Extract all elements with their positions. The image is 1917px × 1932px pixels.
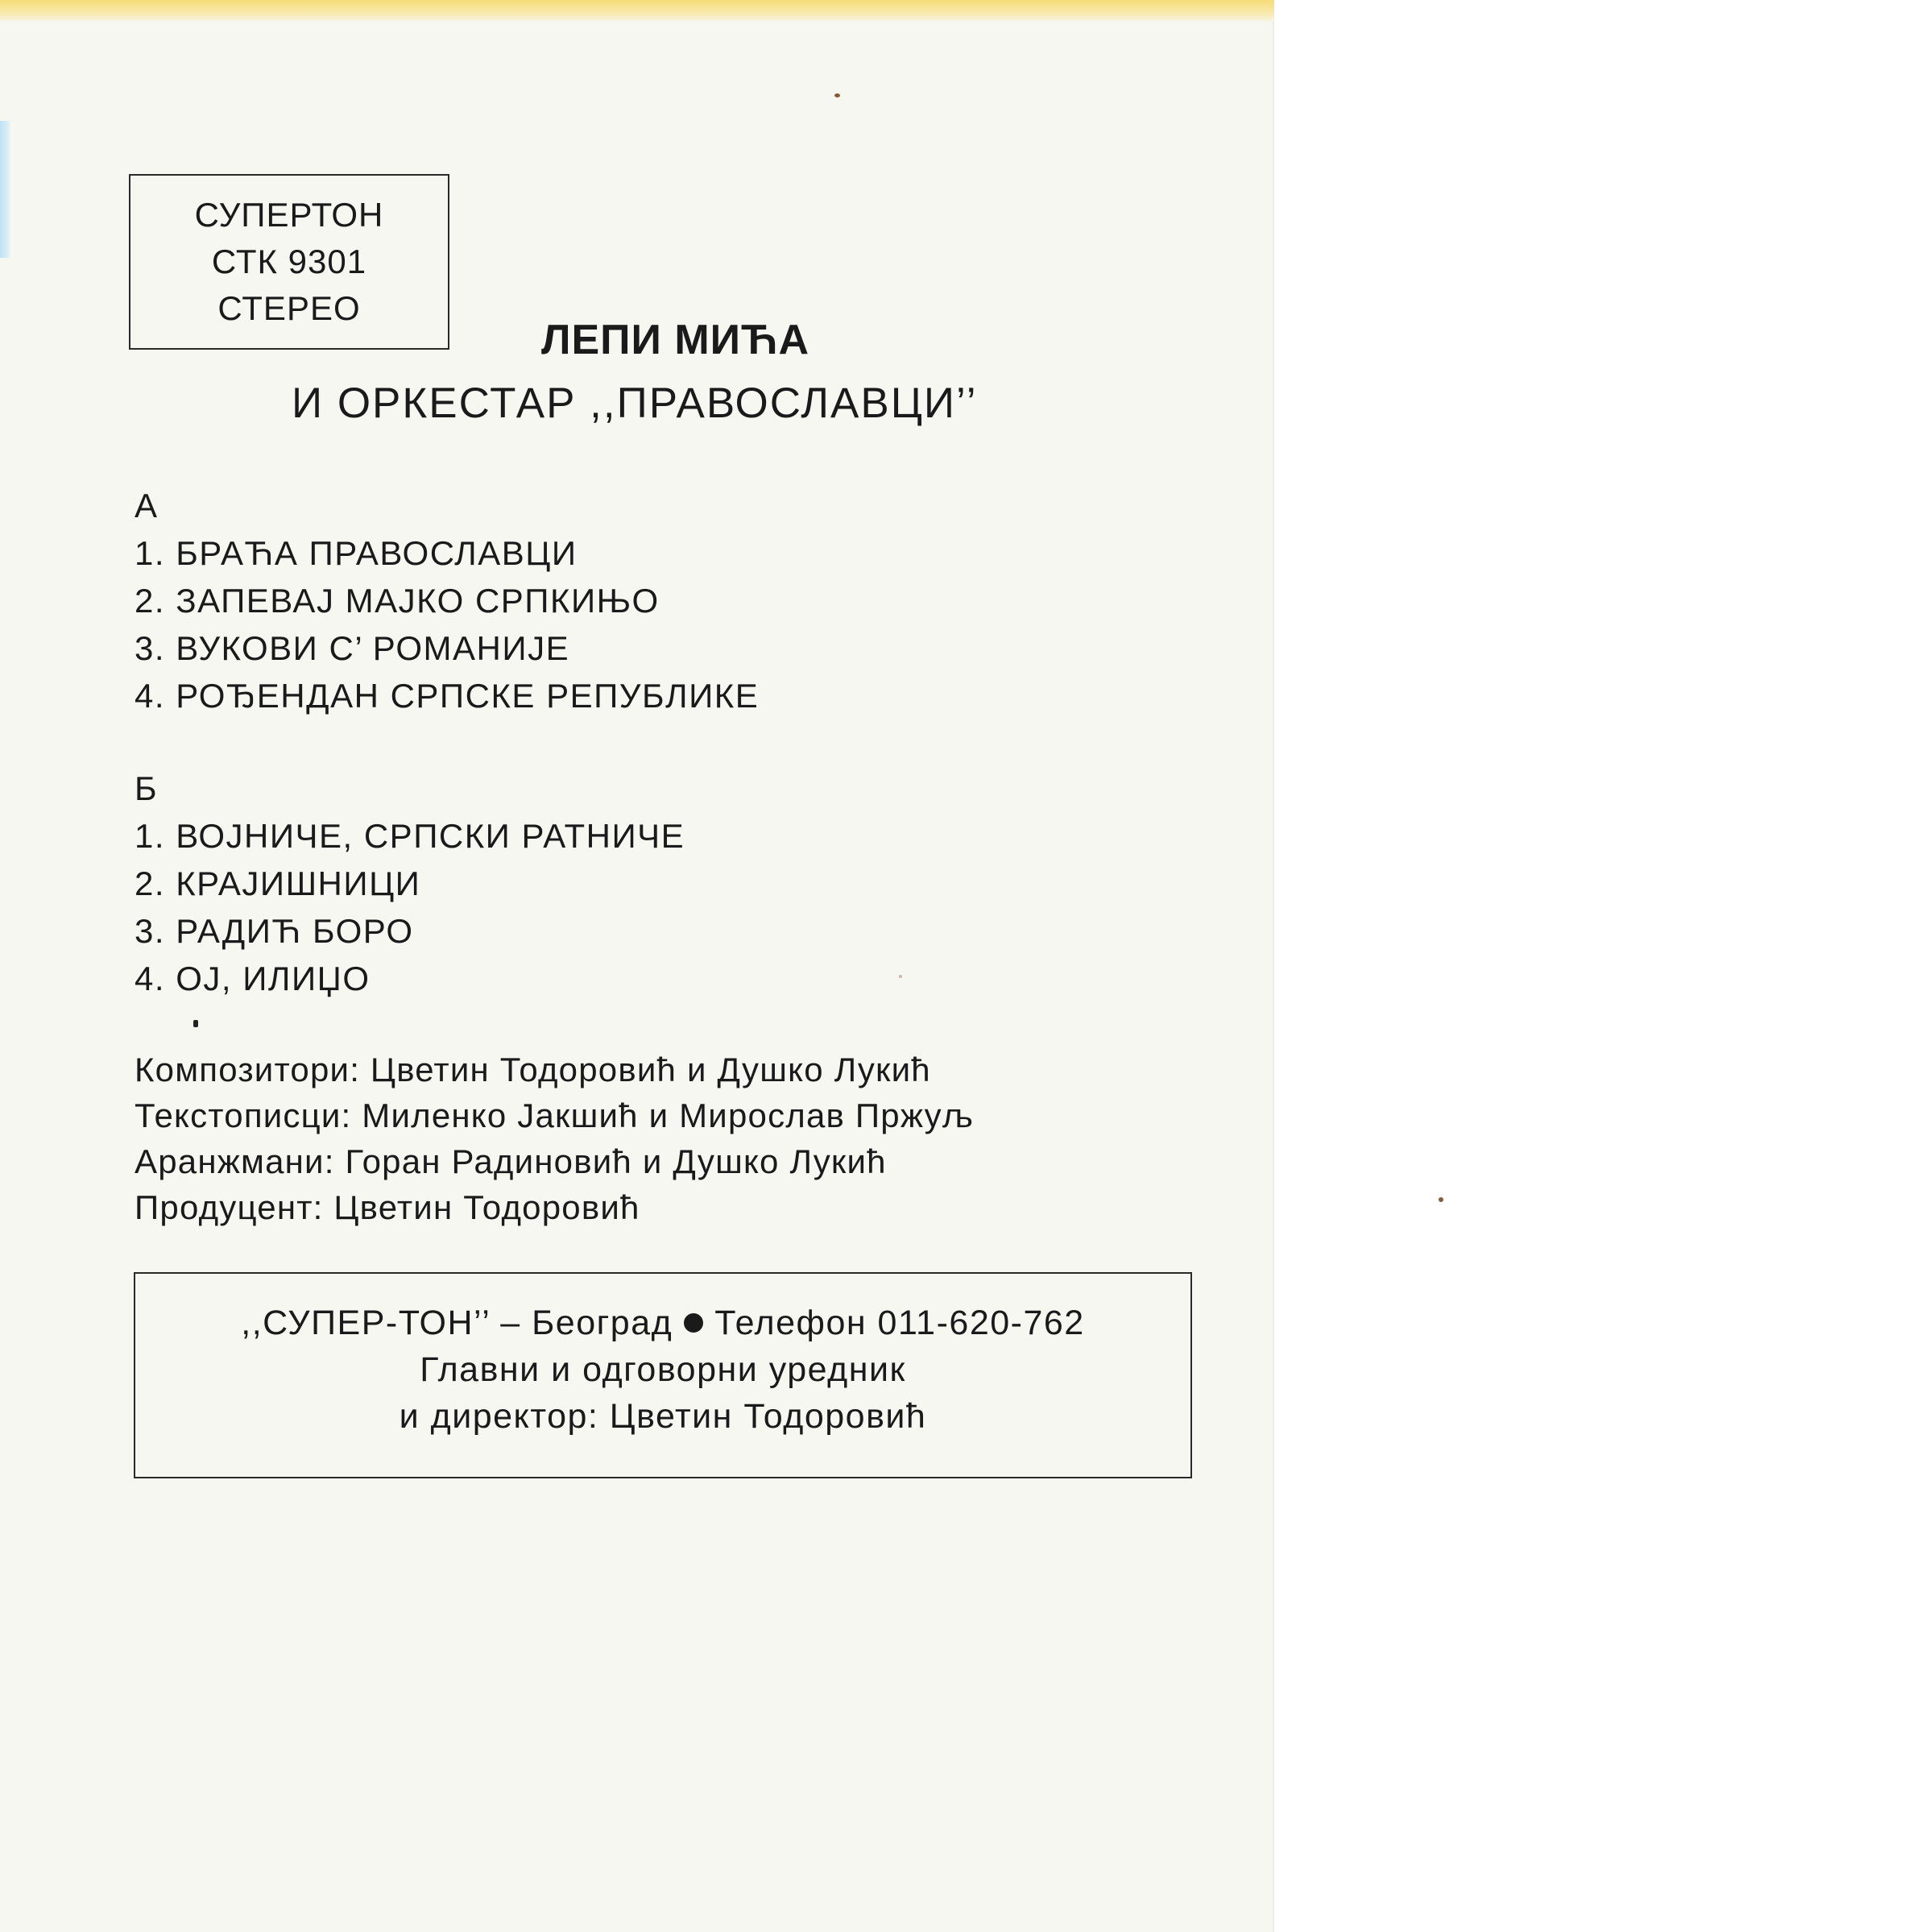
label-line-catalog-number: СТК 9301: [211, 243, 367, 280]
paper-speck: [899, 975, 902, 978]
artist-subtitle: И ОРКЕСТАР ,,ПРАВОСЛАВЦИ’’: [292, 379, 978, 427]
catalog-label-box: [129, 174, 449, 350]
publisher-phone: Телефон 011-620-762: [714, 1304, 1085, 1342]
side-b-label: Б: [135, 769, 159, 807]
credits-block: [135, 1047, 974, 1230]
track-item: 1. БРАЋА ПРАВОСЛАВЦИ: [135, 534, 578, 572]
sheet-edge: [1273, 0, 1274, 1932]
credit-arrangements: Аранжмани: Горан Радиновић и Душко Лукић: [135, 1142, 887, 1180]
bullet-icon: [684, 1313, 703, 1333]
yellow-print-band: [0, 0, 1274, 21]
label-line-brand: СУПЕРТОН: [194, 196, 384, 234]
blue-print-band: [0, 121, 11, 258]
credit-producer: Продуцент: Цветин Тодоровић: [135, 1188, 640, 1226]
track-item: 4. РОЂЕНДАН СРПСКЕ РЕПУБЛИКЕ: [135, 677, 760, 715]
side-a-label: А: [135, 487, 159, 524]
track-item: 3. ВУКОВИ С’ РОМАНИЈЕ: [135, 629, 570, 667]
editor-line-2: и директор: Цветин Тодоровић: [399, 1397, 927, 1436]
credit-composers: Композитори: Цветин Тодоровић и Душко Лукић: [135, 1051, 931, 1088]
label-line-format: СТЕРЕО: [217, 289, 361, 327]
track-item: 2. ЗАПЕВАЈ МАЈКО СРПКИЊО: [135, 582, 660, 620]
publisher-contact-line: [241, 1300, 1084, 1346]
track-item: 4. ОЈ, ИЛИЏО: [135, 960, 371, 997]
publisher-company: ,,СУПЕР-ТОН’’ – Београд: [241, 1304, 673, 1342]
paper-speck: [834, 93, 840, 97]
track-item: 2. КРАЈИШНИЦИ: [135, 864, 421, 902]
credit-lyricists: Текстописци: Миленко Јакшић и Мирослав Пржуљ: [135, 1097, 975, 1134]
side-b-tracklist: [135, 765, 685, 1002]
paper-speck: [1439, 1197, 1443, 1202]
track-item: 3. РАДИЋ БОРО: [135, 912, 414, 950]
editor-line-1: Главни и одговорни уредник: [420, 1350, 906, 1389]
side-a-tracklist: [135, 482, 759, 719]
print-mark: [193, 1020, 198, 1027]
artist-title: ЛЕПИ МИЋА: [541, 317, 810, 363]
track-item: 1. ВОЈНИЧЕ, СРПСКИ РАТНИЧЕ: [135, 817, 685, 855]
publisher-info-box: [134, 1272, 1192, 1478]
